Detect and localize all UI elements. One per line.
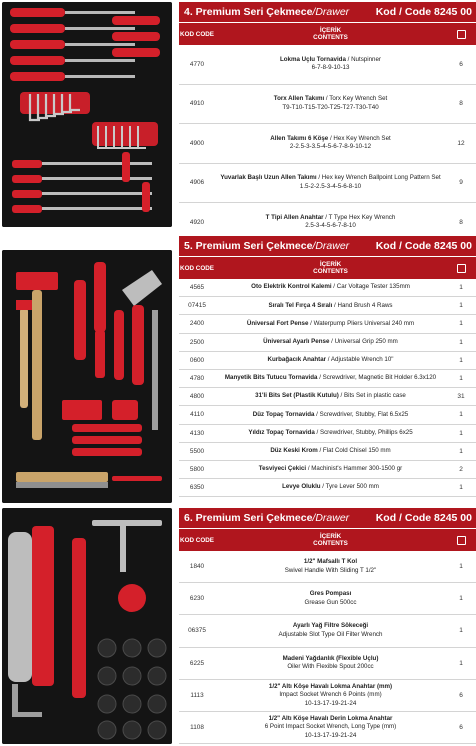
item-name: Gres Pompası bbox=[309, 590, 352, 598]
item-quantity: 6 bbox=[459, 691, 463, 699]
item-description: / Bits Set in plastic case bbox=[338, 392, 406, 400]
item-detail: 6 Point Impact Socket Wrench, Long Type (mm) bbox=[264, 723, 397, 731]
item-name: 1/2" Altı Köşe Havalı Lokma Anahtar (mm) bbox=[268, 682, 393, 690]
drawer-5-column-header bbox=[179, 257, 476, 279]
drawer-5-title: 5. Premium Seri Çekmece/Drawer bbox=[184, 240, 350, 252]
item-quantity: 1 bbox=[459, 563, 463, 571]
item-description: / Hex key Wrench Ballpoint Long Pattern Set bbox=[316, 174, 441, 182]
column-code: KOD CODE bbox=[180, 264, 214, 272]
drawer-5-table bbox=[179, 236, 476, 497]
item-quantity: 8 bbox=[459, 100, 463, 108]
item-quantity: 1 bbox=[459, 627, 463, 635]
item-name: Yuvarlak Başlı Uzun Allen Takımı bbox=[220, 174, 317, 182]
table-row bbox=[179, 551, 476, 583]
drawer-4-photo bbox=[2, 2, 172, 227]
item-description: / Car Voltage Tester 135mm bbox=[331, 283, 410, 291]
drawer-6-rows bbox=[179, 551, 476, 744]
table-row bbox=[179, 615, 476, 647]
item-name: Üniversal Ayarlı Pense bbox=[263, 337, 330, 345]
item-code: 4900 bbox=[189, 139, 205, 147]
item-description: / Flat Cold Chisel 150 mm bbox=[317, 447, 391, 455]
item-code: 4565 bbox=[189, 284, 205, 292]
item-quantity: 12 bbox=[457, 139, 465, 147]
item-code: 6350 bbox=[189, 484, 205, 492]
item-quantity: 9 bbox=[459, 179, 463, 187]
drawer-5-tools-illustration bbox=[2, 250, 172, 503]
item-contents bbox=[215, 411, 446, 420]
item-detail: Swivel Handle With Sliding T 1/2" bbox=[284, 566, 377, 574]
drawer-5-photo bbox=[2, 250, 172, 503]
item-code: 1840 bbox=[189, 563, 205, 571]
table-row bbox=[179, 461, 476, 479]
item-detail: Adjustable Slot Type Oil Filter Wrench bbox=[278, 630, 383, 638]
item-code: 4910 bbox=[189, 100, 205, 108]
item-detail: Oiler With Flexible Spout 200cc bbox=[287, 663, 374, 671]
item-code: 5500 bbox=[189, 447, 205, 455]
item-quantity: 1 bbox=[459, 302, 463, 310]
table-row bbox=[179, 479, 476, 497]
table-row bbox=[179, 406, 476, 424]
item-quantity: 1 bbox=[459, 375, 463, 383]
drawer-6-header bbox=[179, 508, 476, 528]
drawer-4-table bbox=[179, 2, 476, 243]
item-contents bbox=[215, 374, 446, 383]
box-icon bbox=[457, 536, 466, 545]
item-detail: Impact Socket Wrench 6 Points (mm) bbox=[279, 691, 382, 699]
item-description: / Tyre Lever 500 mm bbox=[320, 483, 379, 491]
item-name: Levye Oluklu bbox=[282, 483, 321, 491]
item-description: / Screwdriver, Magnetic Bit Holder 6.3x120 bbox=[317, 374, 437, 382]
item-description: / Machinist's Hammer 300-1500 gr bbox=[306, 465, 403, 473]
item-code: 0600 bbox=[189, 356, 205, 364]
drawer-6-title: 6. Premium Seri Çekmece/Drawer bbox=[184, 512, 350, 524]
drawer-6-code: Kod / Code 8245 00 bbox=[375, 512, 472, 524]
item-code: 4130 bbox=[189, 429, 205, 437]
item-code: 4906 bbox=[189, 179, 205, 187]
item-quantity: 6 bbox=[459, 724, 463, 732]
item-description: / Adjustable Wrench 10" bbox=[326, 356, 394, 364]
drawer-6-table bbox=[179, 508, 476, 744]
item-contents bbox=[215, 214, 446, 231]
drawer-4-title: 4. Premium Seri Çekmece/Drawer bbox=[184, 6, 350, 18]
item-quantity: 1 bbox=[459, 320, 463, 328]
drawer-5-code: Kod / Code 8245 00 bbox=[375, 240, 472, 252]
item-contents bbox=[215, 655, 446, 672]
item-quantity: 1 bbox=[459, 447, 463, 455]
item-contents bbox=[215, 56, 446, 73]
table-row bbox=[179, 648, 476, 680]
column-code: KOD CODE bbox=[180, 30, 214, 38]
item-name: Üniversal Fort Pense bbox=[246, 319, 309, 327]
column-contents: İÇERİK CONTENTS bbox=[313, 27, 348, 41]
item-description: / Nutspinner bbox=[345, 55, 381, 63]
item-detail: 6-7-8-9-10-13 bbox=[311, 64, 350, 72]
item-code: 4770 bbox=[189, 60, 205, 68]
item-name: Ayarlı Yağ Filtre Sökeceği bbox=[292, 622, 369, 630]
table-row bbox=[179, 279, 476, 297]
drawer-6-column-header bbox=[179, 529, 476, 551]
item-contents bbox=[215, 174, 446, 191]
table-row bbox=[179, 680, 476, 712]
table-row bbox=[179, 124, 476, 164]
item-name: T Tipi Allen Anahtar bbox=[265, 213, 324, 221]
column-contents: İÇERİK CONTENTS bbox=[313, 533, 348, 547]
item-quantity: 1 bbox=[459, 429, 463, 437]
drawer-6-photo bbox=[2, 508, 172, 744]
item-quantity: 1 bbox=[459, 338, 463, 346]
item-code: 4920 bbox=[189, 218, 205, 226]
table-row bbox=[179, 443, 476, 461]
table-row bbox=[179, 370, 476, 388]
item-contents bbox=[215, 683, 446, 709]
item-code: 2500 bbox=[189, 338, 205, 346]
item-contents bbox=[215, 135, 446, 152]
table-row bbox=[179, 85, 476, 125]
table-row bbox=[179, 388, 476, 406]
item-detail: 2-2.5-3-3.5-4-5-6-7-8-9-10-12 bbox=[289, 143, 372, 151]
drawer-5-rows bbox=[179, 279, 476, 497]
drawer-4-header bbox=[179, 2, 476, 22]
item-code: 6225 bbox=[189, 659, 205, 667]
item-quantity: 1 bbox=[459, 659, 463, 667]
item-description: / Universal Grip 250 mm bbox=[329, 337, 398, 345]
item-description: / Hex Key Wrench Set bbox=[328, 134, 391, 142]
item-description: / Waterpump Pliers Universal 240 mm bbox=[308, 319, 415, 327]
table-row bbox=[179, 583, 476, 615]
item-description: / Torx Key Wrench Set bbox=[324, 95, 388, 103]
item-detail: T9-T10-T15-T20-T25-T27-T30-T40 bbox=[282, 103, 379, 111]
item-contents bbox=[215, 320, 446, 329]
item-code: 1108 bbox=[190, 724, 204, 732]
table-row bbox=[179, 45, 476, 85]
item-name: Sıralı Tel Fırça 4 Sıralı bbox=[268, 301, 333, 309]
drawer-5-header bbox=[179, 236, 476, 256]
item-quantity: 1 bbox=[459, 284, 463, 292]
item-contents bbox=[215, 429, 446, 438]
item-description: / Screwdriver, Stubby, Flat 6.5x25 bbox=[314, 410, 409, 418]
item-name: Yıldız Topaç Tornavida bbox=[248, 428, 315, 436]
table-row bbox=[179, 712, 476, 744]
item-quantity: 2 bbox=[459, 465, 463, 473]
item-quantity: 8 bbox=[459, 218, 463, 226]
table-row bbox=[179, 425, 476, 443]
drawer-4-rows bbox=[179, 45, 476, 243]
item-contents bbox=[215, 715, 446, 741]
item-quantity: 6 bbox=[459, 60, 463, 68]
column-contents: İÇERİK CONTENTS bbox=[313, 261, 348, 275]
item-sizes: 10-13-17-19-21-24 bbox=[304, 731, 357, 739]
item-description: / Hand Brush 4 Raws bbox=[332, 301, 393, 309]
item-detail: 2.5-3-4-5-6-7-8-10 bbox=[305, 222, 356, 230]
item-contents bbox=[215, 356, 446, 365]
item-code: 6230 bbox=[189, 595, 205, 603]
item-contents bbox=[215, 95, 446, 112]
item-contents bbox=[215, 622, 446, 639]
item-name: Kurbağacık Anahtar bbox=[267, 356, 327, 364]
item-contents bbox=[215, 283, 446, 292]
item-code: 4780 bbox=[189, 375, 205, 383]
item-quantity: 1 bbox=[459, 484, 463, 492]
item-quantity: 1 bbox=[459, 595, 463, 603]
item-description: / T Type Hex Key Wrench bbox=[323, 213, 396, 221]
column-quantity bbox=[446, 536, 476, 545]
item-name: Oto Elektrik Kontrol Kalemi bbox=[251, 283, 332, 291]
item-name: Düz Topaç Tornavida bbox=[252, 410, 315, 418]
item-contents bbox=[215, 558, 446, 575]
item-code: 2400 bbox=[189, 320, 205, 328]
table-row bbox=[179, 334, 476, 352]
item-contents bbox=[215, 302, 446, 311]
item-description: / Screwdriver, Stubby, Phillips 6x25 bbox=[314, 428, 413, 436]
drawer-4-code: Kod / Code 8245 00 bbox=[375, 6, 472, 18]
drawer-4-column-header bbox=[179, 23, 476, 45]
item-code: 06375 bbox=[188, 627, 206, 635]
item-contents bbox=[215, 465, 446, 474]
item-name: 1/2" Altı Köşe Havalı Derin Lokma Anahtar bbox=[268, 714, 393, 722]
item-name: Düz Keski Krom bbox=[270, 447, 318, 455]
item-name: 1/2" Mafsallı T Kol bbox=[303, 558, 358, 566]
item-quantity: 31 bbox=[457, 393, 465, 401]
item-code: 5800 bbox=[189, 465, 205, 473]
item-sizes: 10-13-17-19-21-24 bbox=[304, 699, 357, 707]
table-row bbox=[179, 352, 476, 370]
drawer-6-tools-illustration bbox=[2, 508, 172, 744]
item-code: 1113 bbox=[190, 691, 204, 699]
item-contents bbox=[215, 447, 446, 456]
item-contents bbox=[215, 590, 446, 607]
item-name: Madeni Yağdanlık (Flexible Uçlu) bbox=[282, 654, 379, 662]
box-icon bbox=[457, 264, 466, 273]
item-name: Torx Allen Takımı bbox=[273, 95, 325, 103]
item-code: 07415 bbox=[188, 302, 206, 310]
item-name: 31'li Bits Set (Plastik Kutulu) bbox=[255, 392, 339, 400]
item-name: Manyetik Bits Tutucu Tornavida bbox=[224, 374, 318, 382]
item-quantity: 1 bbox=[459, 356, 463, 364]
drawer-4-tools-illustration bbox=[2, 2, 172, 227]
item-code: 4800 bbox=[189, 393, 205, 401]
column-code: KOD CODE bbox=[180, 536, 214, 544]
table-row bbox=[179, 164, 476, 204]
item-name: Tesviyeci Çekici bbox=[258, 465, 307, 473]
table-row bbox=[179, 315, 476, 333]
column-quantity bbox=[446, 30, 476, 39]
item-name: Lokma Uçlu Tornavida bbox=[280, 55, 346, 63]
item-quantity: 1 bbox=[459, 411, 463, 419]
item-name: Allen Takımı 6 Köşe bbox=[270, 134, 329, 142]
item-contents bbox=[215, 338, 446, 347]
item-contents bbox=[215, 392, 446, 401]
box-icon bbox=[457, 30, 466, 39]
item-contents bbox=[215, 483, 446, 492]
item-detail: 1.5-2-2.5-3-4-5-6-8-10 bbox=[299, 182, 362, 190]
item-code: 4110 bbox=[190, 411, 204, 419]
column-quantity bbox=[446, 264, 476, 273]
table-row bbox=[179, 297, 476, 315]
item-detail: Grease Gun 500cc bbox=[304, 598, 357, 606]
